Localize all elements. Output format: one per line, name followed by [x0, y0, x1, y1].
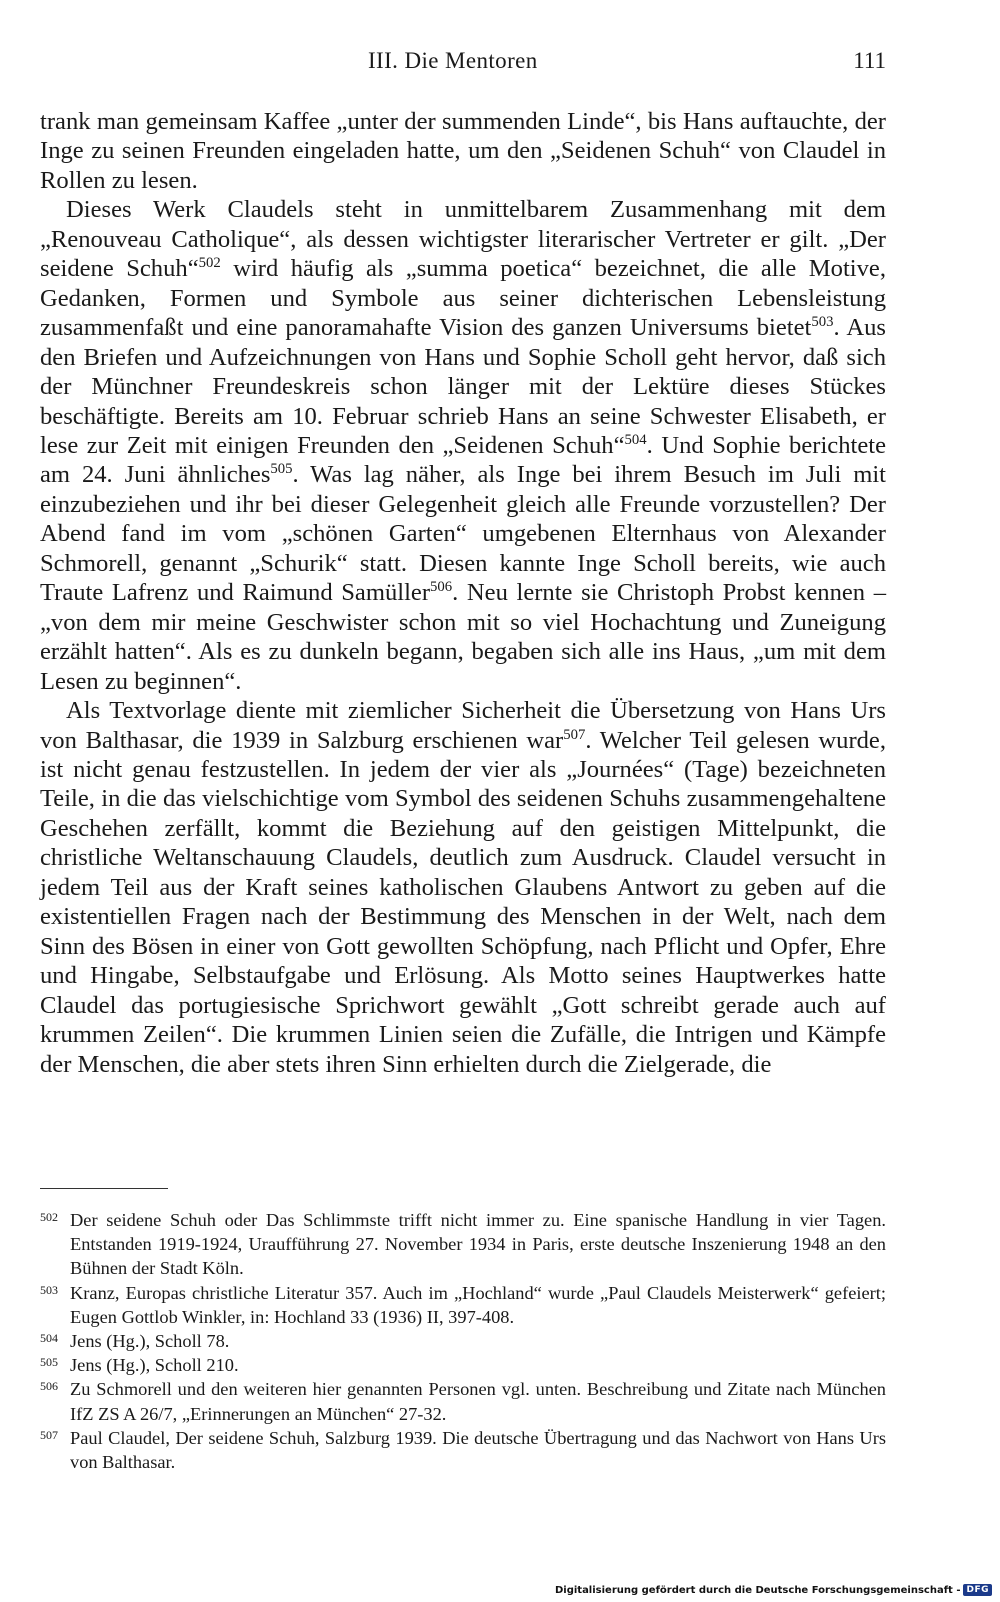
footnote-ref-507[interactable]: 507: [563, 726, 586, 743]
credit-text: Digitalisierung gefördert durch die Deutsche Forschungsgemeinschaft -: [554, 1584, 961, 1596]
paragraph-3: [40, 696, 886, 1079]
digitization-credit: [555, 1584, 992, 1596]
footnote-number: 506: [40, 1379, 58, 1394]
page-number: 111: [853, 48, 886, 73]
footnote-ref-503[interactable]: 503: [811, 314, 834, 331]
footnote: [40, 1377, 886, 1425]
footnote-text: Jens (Hg.), Scholl 210.: [70, 1355, 239, 1376]
footnote: [40, 1426, 886, 1474]
footnotes: [40, 1208, 886, 1474]
paragraph-2-text-b: wird häufig als „summa poetica“ bezeichnet, die alle Motive, Gedanken, Formen und Symbole aus seiner dichterischen Lebensleistung zusammenfaßt und eine panoramahafte Vision des ganzen Universums bietet: [40, 255, 886, 342]
paragraph-2: [40, 195, 886, 696]
footnote-number: 503: [40, 1282, 58, 1297]
footnote: [40, 1208, 886, 1281]
footnote-text: Zu Schmorell und den weiteren hier genannten Personen vgl. unten. Beschreibung und Zitate nach München IfZ ZS A 26/7, „Erinnerungen an München“ 27-32.: [70, 1379, 886, 1424]
footnote-divider: [40, 1188, 168, 1189]
footnote-text: Paul Claudel, Der seidene Schuh, Salzburg 1939. Die deutsche Übertragung und das Nachwort von Hans Urs von Balthasar.: [70, 1427, 886, 1473]
paragraph-3-text-a: Als Textvorlage diente mit ziemlicher Sicherheit die Übersetzung von Hans Urs von Balthasar, die 1939 in Salzburg erschienen war: [40, 697, 886, 754]
paragraph-3-text-b: . Welcher Teil gelesen wurde, ist nicht genau festzustellen. In jedem der vier als „Journées“ (Tage) bezeichneten Teile, in die das vielschichtige vom Symbol des seidenen Schuhs zusammengehaltene Geschehen zerfällt, kommt die Beziehung auf den geistigen Mittelpunkt, die christliche Weltanschauung Claudels, deutlich zum Ausdruck. Claudel versucht in jedem Teil aus der Kraft seines katholischen Glaubens Antwort zu geben auf die existentiellen Fragen nach der Bestimmung des Menschen in der Welt, nach dem Sinn des Bösen in einer von Gott gewollten Schöpfung, nach Pflicht und Opfer, Ehre und Hingabe, Selbstaufgabe und Erlösung. Als Motto seines Hauptwerkes hatte Claudel das portugiesische Sprichwort gewählt „Gott schreibt gerade auch auf krummen Zeilen“. Die krummen Linien seien die Zufälle, die Intrigen und Kämpfe der Menschen, die aber stets ihren Sinn erhielten durch die Zielgerade, die: [40, 726, 886, 1078]
footnote-ref-506[interactable]: 506: [430, 579, 453, 596]
paragraph-1: trank man gemeinsam Kaffee „unter der summenden Linde“, bis Hans auftauchte, der Inge zu seinen Freunden eingeladen hatte, um den „Seidenen Schuh“ von Claudel in Rollen zu lesen.: [40, 108, 886, 194]
footnote-number: 502: [40, 1210, 58, 1224]
paragraph-2-text-a: Dieses Werk Claudels steht in unmittelbarem Zusammenhang mit dem „Renouveau Catholique“, als dessen wichtigster literarischer Vertreter er gilt. „Der seidene Schuh“: [40, 196, 886, 283]
footnote: [40, 1281, 886, 1329]
footnote-number: 504: [40, 1331, 58, 1346]
footnote: [40, 1353, 886, 1377]
footnote-text: Jens (Hg.), Scholl 78.: [70, 1331, 230, 1352]
main-text: [40, 107, 886, 1079]
paragraph-2-text-f: . Neu lernte sie Christoph Probst kennen – „von dem mir meine Geschwister schon mit so viel Hochachtung und Zuneigung erzählt hatten“. Als es zu dunkeln begann, begaben sich alle ins Haus, „um mit dem Lesen zu beginnen“.: [40, 579, 886, 695]
footnote: [40, 1329, 886, 1353]
footnote-ref-504[interactable]: 504: [624, 431, 647, 448]
footnote-text: Der seidene Schuh oder Das Schlimmste trifft nicht immer zu. Eine spanische Handlung in vier Tagen. Entstanden 1919-1924, Uraufführung 27. November 1934 in Paris, erste deutsche Inszenierung 1948 an den Bühnen der Stadt Köln.: [70, 1210, 886, 1279]
footnote-number: 505: [40, 1355, 58, 1370]
dfg-logo-icon: DFG: [963, 1584, 992, 1596]
footnote-ref-505[interactable]: 505: [270, 461, 293, 478]
footnote-ref-502[interactable]: 502: [198, 255, 221, 272]
paragraph-2-text-c: . Aus den Briefen und Aufzeichnungen von Hans und Sophie Scholl geht hervor, daß sich der Münchner Freundeskreis schon länger mit der Lektüre dieses Stückes beschäftigte. Bereits am 10. Februar schrieb Hans an seine Schwester Elisabeth, er lese zur Zeit mit einigen Freunden den „Seidenen Schuh“: [40, 314, 886, 459]
footnote-number: 507: [40, 1427, 58, 1442]
paragraph-2-text-d: . Und Sophie berichtete am 24. Juni ähnliches: [40, 431, 886, 489]
running-header: [40, 44, 886, 78]
footnote-text: Kranz, Europas christliche Literatur 357. Auch im „Hochland“ wurde „Paul Claudels Meisterwerk“ gefeiert; Eugen Gottlob Winkler, in: Hochland 33 (1936) II, 397-408.: [70, 1282, 886, 1327]
chapter-title: III. Die Mentoren: [368, 48, 538, 73]
paragraph-2-text-e: . Was lag näher, als Inge bei ihrem Besuch im Juli mit einzubeziehen und ihr bei dieser Gelegenheit gleich alle Freunde vorzustellen? Der Abend fand im vom „schönen Garten“ umgebenen Elternhaus von Alexander Schmorell, genannt „Schurik“ statt. Diesen kannte Inge Scholl bereits, wie auch Traute Lafrenz und Raimund Samüller: [40, 461, 887, 607]
